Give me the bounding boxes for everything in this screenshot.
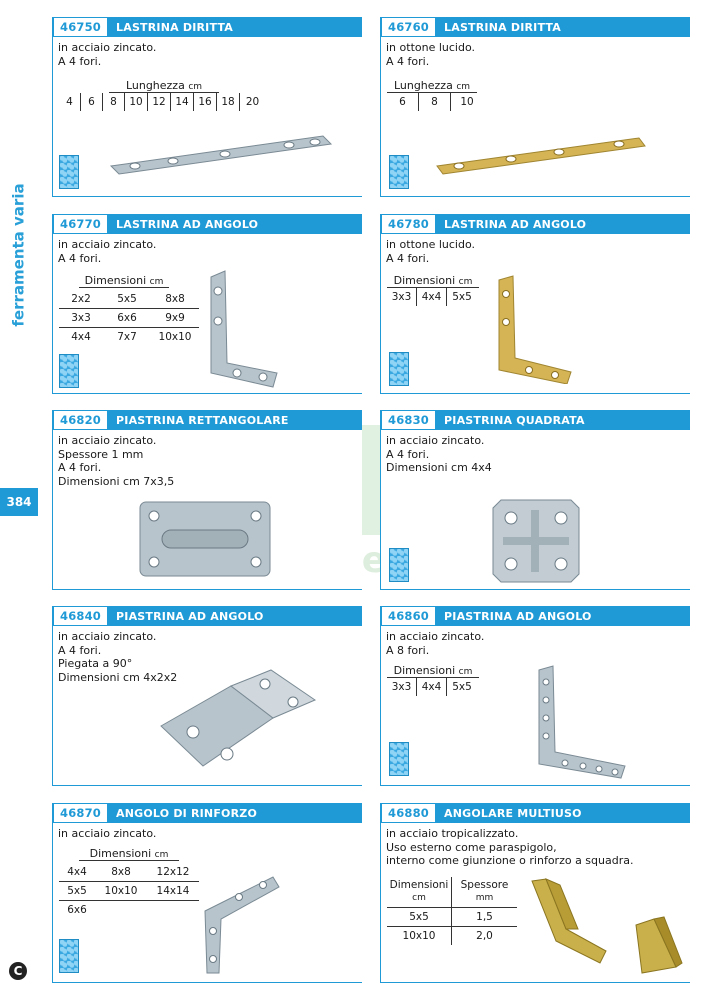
product-code: 46870 (53, 803, 108, 823)
product-description: in acciaio tropicalizzato. Uso esterno come paraspigolo, interno come giunzione o rinforzo a squadra. (386, 827, 634, 867)
product-title: ANGOLO DI RINFORZO (116, 806, 257, 820)
bent-plate-image (153, 666, 323, 781)
product-title: PIASTRINA QUADRATA (444, 413, 585, 427)
product-code: 46880 (381, 803, 436, 823)
section-title: ferramenta varia (10, 183, 28, 327)
dimension-table: Lunghezza cm 4 6 8 10 12 14 16 18 20 (59, 79, 269, 111)
flat-plate-image (431, 132, 651, 176)
pack-badge-icon (389, 742, 409, 776)
product-card-46860 (380, 606, 690, 786)
dimension-table: Lunghezza cm 6 8 10 (387, 79, 487, 111)
dimension-table: Dimensioni cm 3x3 4x4 5x5 (387, 274, 487, 306)
rectangular-plate-image (138, 500, 273, 580)
product-description: in acciaio zincato. A 4 fori. (58, 238, 157, 265)
product-card-46750 (52, 17, 362, 197)
product-description: in acciaio zincato. (58, 827, 157, 840)
product-card-46820 (52, 410, 362, 590)
product-title: ANGOLARE MULTIUSO (444, 806, 582, 820)
product-title: LASTRINA AD ANGOLO (116, 217, 259, 231)
product-code: 46750 (53, 17, 108, 37)
product-description: in acciaio zincato. A 4 fori. Dimensioni cm 4x4 (386, 434, 492, 474)
brand-logo-icon: C (9, 962, 27, 980)
square-plate-image (491, 498, 581, 584)
dimension-table: Dimensioni cm Spessore mm 5x5 1,5 10x10 2,0 (387, 877, 517, 945)
product-description: in acciaio zincato. A 8 fori. (386, 630, 485, 657)
product-code: 46860 (381, 606, 436, 626)
product-card-46870 (52, 803, 362, 983)
sidebar (0, 0, 38, 1000)
product-description: in ottone lucido. A 4 fori. (386, 41, 475, 68)
product-card-46780 (380, 214, 690, 394)
product-card-46760 (380, 17, 690, 197)
pack-badge-icon (389, 155, 409, 189)
product-description: in ottone lucido. A 4 fori. (386, 238, 475, 265)
product-card-46880 (380, 803, 690, 983)
product-code: 46830 (381, 410, 436, 430)
corner-brace-image (201, 875, 281, 975)
product-title: LASTRINA DIRITTA (444, 20, 561, 34)
pack-badge-icon (389, 352, 409, 386)
product-code: 46820 (53, 410, 108, 430)
product-card-46840 (52, 606, 362, 786)
product-description: in acciaio zincato. Spessore 1 mm A 4 fori. Dimensioni cm 7x3,5 (58, 434, 175, 488)
product-description: in acciaio zincato. A 4 fori. Piegata a 90° Dimensioni cm 4x2x2 (58, 630, 178, 684)
dimension-table: Dimensioni cm 2x2 5x5 8x8 3x3 6x6 9x9 4x4 7x7 10x10 (59, 274, 199, 346)
dimension-table: Dimensioni cm 3x3 4x4 5x5 (387, 664, 487, 696)
product-title: PIASTRINA AD ANGOLO (116, 609, 264, 623)
pack-badge-icon (389, 548, 409, 582)
pack-badge-icon (59, 939, 79, 973)
product-title: LASTRINA DIRITTA (116, 20, 233, 34)
product-title: PIASTRINA AD ANGOLO (444, 609, 592, 623)
product-title: LASTRINA AD ANGOLO (444, 217, 587, 231)
multi-purpose-angle-image (526, 877, 686, 977)
product-code: 46760 (381, 17, 436, 37)
dimension-table: Dimensioni cm 4x4 8x8 12x12 5x5 10x10 14x14 6x6 (59, 847, 199, 919)
product-card-46830 (380, 410, 690, 590)
angle-plate-image (491, 274, 581, 384)
angle-plate-image (203, 269, 283, 389)
angle-plate-8-holes-image (531, 664, 631, 779)
product-title: PIASTRINA RETTANGOLARE (116, 413, 289, 427)
product-code: 46780 (381, 214, 436, 234)
product-card-46770 (52, 214, 362, 394)
pack-badge-icon (59, 354, 79, 388)
product-description: in acciaio zincato. A 4 fori. (58, 41, 157, 68)
flat-plate-image (105, 132, 335, 176)
page-number: 384 (0, 488, 38, 516)
product-code: 46770 (53, 214, 108, 234)
pack-badge-icon (59, 155, 79, 189)
product-code: 46840 (53, 606, 108, 626)
